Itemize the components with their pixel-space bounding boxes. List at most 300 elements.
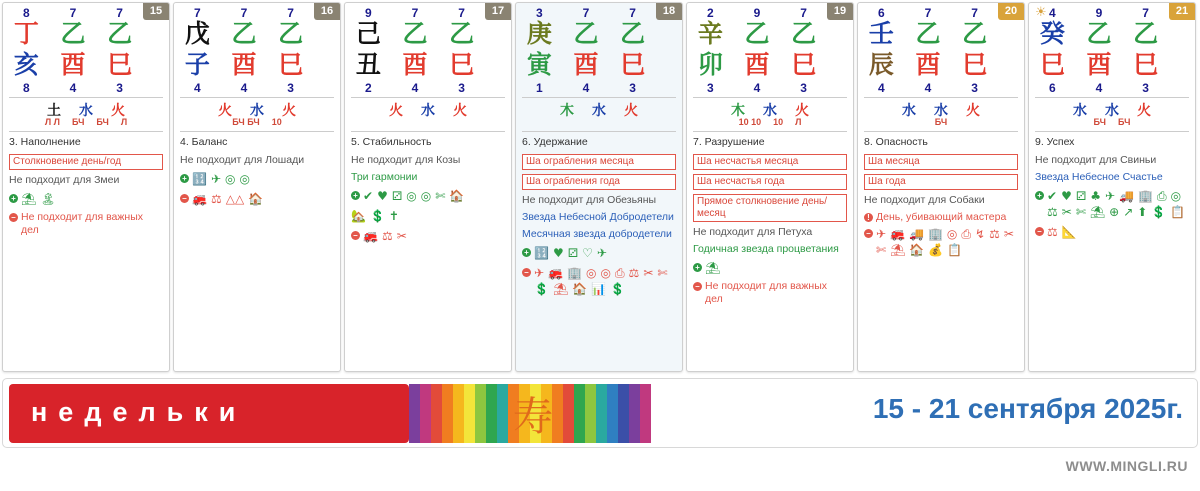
money-icon: 💲 <box>610 282 626 296</box>
divider <box>693 97 847 98</box>
heart-outline-icon: ♡ <box>582 246 593 260</box>
divider <box>351 97 505 98</box>
minus-icon: – <box>180 194 189 203</box>
element-subnotes <box>858 117 1024 127</box>
element-glyph: 火 <box>453 103 467 119</box>
hanzi-glyph: 乙 <box>791 19 817 48</box>
star-note: Годичная звезда процветания <box>693 243 839 255</box>
hanzi-glyph: 癸 <box>1039 19 1065 48</box>
scales-icon: ⚖ <box>210 192 222 206</box>
building-icon: 🏢 <box>567 266 582 280</box>
bad-activities <box>1035 224 1189 244</box>
hanzi-glyph: 乙 <box>60 19 86 48</box>
star-note: Звезда Небесной Добродетели <box>522 211 674 223</box>
hanzi-glyph: 乙 <box>573 19 599 48</box>
warning-box: Ша ограбления месяца <box>522 154 676 170</box>
divider <box>864 131 1018 132</box>
element-glyph: 水 <box>79 103 93 119</box>
card-body <box>9 136 163 367</box>
bad-activities <box>351 228 505 248</box>
zodiac-note: Не подходит для Собаки <box>864 194 985 206</box>
good-activities <box>522 245 676 265</box>
hanzi-glyph: 乙 <box>402 19 428 48</box>
triangles-icon: △△ <box>225 192 245 206</box>
bottom-number: 3 <box>287 81 294 95</box>
element-subnote: БЧ <box>71 117 85 127</box>
hanzi-row-stems <box>516 19 656 49</box>
bottom-number: 3 <box>706 81 714 95</box>
day-number: 17 <box>485 3 511 20</box>
hanzi-glyph: 乙 <box>278 19 304 48</box>
hanzi-row-branches <box>687 50 827 80</box>
bottom-number: 3 <box>116 81 123 95</box>
element-glyph: 火 <box>389 103 403 119</box>
good-icon-list <box>192 173 250 186</box>
hanzi-glyph: 辰 <box>868 50 894 79</box>
top-number: 7 <box>458 6 465 20</box>
top-number: 3 <box>535 6 543 20</box>
day-number: 18 <box>656 3 682 20</box>
truck-icon: 🚒 <box>363 229 378 243</box>
day-number: 15 <box>143 3 169 20</box>
hanzi-glyph: 巳 <box>1133 50 1159 79</box>
zodiac-note: Не подходит для Козы <box>351 154 461 166</box>
top-numbers <box>174 6 314 20</box>
card-body <box>1035 136 1189 367</box>
element-glyph: 火 <box>111 103 125 119</box>
zodiac-note: Не подходит для Свиньи <box>1035 154 1157 166</box>
good-activities <box>9 191 163 211</box>
rings-icon: ◎ <box>600 266 611 280</box>
bottom-number: 4 <box>240 81 248 95</box>
house-icon: 🏠 <box>909 243 925 257</box>
divider <box>864 97 1018 98</box>
element-glyph: 火 <box>966 103 980 119</box>
minus-icon: – <box>1035 227 1044 236</box>
shears-icon: ✄ <box>1075 205 1086 219</box>
hanzi-row-branches <box>516 50 656 80</box>
hanzi-row-branches <box>3 50 143 80</box>
hanzi-glyph: 巳 <box>1039 50 1065 79</box>
brand-title: недельки <box>31 397 247 427</box>
longevity-emblem-icon: 寿 <box>513 394 553 440</box>
plus-icon: + <box>351 191 360 200</box>
bottom-number: 4 <box>193 81 201 95</box>
minus-icon: – <box>864 229 873 238</box>
bottom-number: 1 <box>535 81 543 95</box>
rings-icon: ◎ <box>406 189 417 203</box>
hanzi-glyph: 乙 <box>449 19 475 48</box>
good-icon-list <box>1047 190 1189 219</box>
divider <box>180 131 334 132</box>
dice-icon: ⚂ <box>1075 189 1087 203</box>
hanzi-glyph: 卯 <box>697 50 723 79</box>
element-glyph: 水 <box>902 103 916 119</box>
top-number: 7 <box>287 6 294 20</box>
element-subnote: БЧ <box>1118 117 1131 127</box>
day-number: 19 <box>827 3 853 20</box>
top-number: 7 <box>924 6 932 20</box>
warning-box: Ша несчастья месяца <box>693 154 847 170</box>
hanzi-glyph: 乙 <box>1133 19 1159 48</box>
hanzi-glyph: 子 <box>184 50 210 79</box>
day-card[interactable] <box>2 2 170 372</box>
good-icon-list <box>363 190 464 203</box>
truck-icon: 🚒 <box>890 227 906 241</box>
element-subnote: Л <box>120 117 128 127</box>
bottom-number: 2 <box>364 81 372 95</box>
top-number: 9 <box>364 6 372 20</box>
plus-icon: + <box>522 248 531 257</box>
check-icon: ✔ <box>363 189 374 203</box>
hanzi-glyph: 巳 <box>449 50 475 79</box>
sun-icon: ☀ <box>1035 4 1047 19</box>
hanzi-row-stems <box>174 19 314 49</box>
money-icon: 💲 <box>369 209 385 223</box>
card-title: 5. Стабильность <box>351 136 432 148</box>
rings-icon: ◎ <box>420 189 432 203</box>
hanzi-glyph: 酉 <box>402 50 428 79</box>
bad-icon-list <box>1047 226 1077 239</box>
warning-box: Ша ограбления года <box>522 174 676 190</box>
top-numbers <box>516 6 656 20</box>
top-number: 7 <box>971 6 978 20</box>
footer-banner <box>2 378 1198 448</box>
divider <box>522 97 676 98</box>
divider <box>1035 131 1189 132</box>
element-glyph: 水 <box>763 103 777 119</box>
van-icon: 🚚 <box>909 227 924 241</box>
zodiac-note: Не подходит для Петуха <box>693 226 813 238</box>
element-subnote: Л <box>795 117 802 127</box>
hanzi-glyph: 巳 <box>962 50 988 79</box>
rings-icon: ◎ <box>225 172 236 186</box>
ruler-icon: 📐 <box>1061 225 1077 239</box>
element-subnote: Л Л <box>44 117 60 127</box>
top-number: 6 <box>877 6 885 20</box>
scales-icon: ⚖ <box>628 266 640 280</box>
plane-icon: ✈ <box>210 172 222 186</box>
element-glyph: 水 <box>1105 103 1119 119</box>
hanzi-glyph: 乙 <box>231 19 257 48</box>
hanzi-row-stems <box>687 19 827 49</box>
hanzi-glyph: 乙 <box>962 19 988 48</box>
arrow-icon: ↯ <box>975 227 986 241</box>
bottom-numbers <box>3 81 143 95</box>
plane-icon: ✈ <box>534 266 545 280</box>
hanzi-glyph: 壬 <box>868 19 894 48</box>
top-number: 4 <box>1048 6 1056 20</box>
star-note: Три гармонии <box>351 171 418 183</box>
bad-icon-list <box>876 228 1018 257</box>
element-row <box>516 100 682 120</box>
top-number: 7 <box>193 6 201 20</box>
good-activities <box>693 260 847 280</box>
hanzi-row-stems <box>3 19 143 49</box>
element-glyph: 木 <box>731 103 745 119</box>
bad-icon-list <box>534 267 676 296</box>
hanzi-glyph: 乙 <box>107 19 133 48</box>
umbrella-icon: ⛱ <box>890 243 906 257</box>
scales-icon: ⚖ <box>381 229 393 243</box>
arrow-up-icon: ⬆ <box>1137 205 1148 219</box>
bad-activities <box>864 226 1018 262</box>
card-title: 8. Опасность <box>864 136 928 148</box>
element-glyph: 水 <box>934 103 948 119</box>
good-icon-list <box>534 247 607 260</box>
zodiac-note: Не подходит для Лошади <box>180 154 305 166</box>
bottom-number: 3 <box>458 81 465 95</box>
heart-icon: ♥ <box>377 189 388 203</box>
rings-icon: ◎ <box>239 172 250 186</box>
hanzi-glyph: 己 <box>355 19 381 48</box>
hanzi-row-stems <box>858 19 998 49</box>
day-card[interactable] <box>515 2 683 372</box>
card-title: 6. Удержание <box>522 136 588 148</box>
top-number: 7 <box>582 6 590 20</box>
plus-icon: + <box>180 174 189 183</box>
element-subnote: 10 10 <box>738 117 762 127</box>
element-subnote: БЧ <box>96 117 109 127</box>
top-number: 9 <box>1095 6 1103 20</box>
rings-icon: ◎ <box>1170 189 1182 203</box>
top-numbers <box>687 6 827 20</box>
house-icon: 🏠 <box>248 192 264 206</box>
hanzi-glyph: 寅 <box>526 50 552 79</box>
hanzi-glyph: 巳 <box>107 50 133 79</box>
minus-icon: – <box>522 268 531 277</box>
divider <box>693 131 847 132</box>
plane-icon: ✈ <box>876 227 887 241</box>
target-icon: ⊕ <box>1109 205 1120 219</box>
good-activities <box>180 171 334 191</box>
good-activities <box>1035 188 1189 224</box>
island-icon: 🏝 <box>40 192 56 206</box>
hanzi-glyph: 丁 <box>13 19 39 48</box>
dice-icon: ⚂ <box>391 189 403 203</box>
top-number: 7 <box>800 6 807 20</box>
element-glyph: 水 <box>250 103 264 119</box>
truck-icon: 🚒 <box>192 192 207 206</box>
day-card[interactable] <box>857 2 1025 372</box>
day-card[interactable] <box>344 2 512 372</box>
day-card[interactable] <box>1028 2 1196 372</box>
website-label: WWW.MINGLI.RU <box>1065 458 1188 474</box>
card-body <box>351 136 505 367</box>
building-icon: 🏢 <box>927 227 943 241</box>
rings-icon: ◎ <box>585 266 597 280</box>
bottom-number: 4 <box>69 81 77 95</box>
element-subnotes <box>3 117 169 127</box>
scissors-icon: ✄ <box>435 189 446 203</box>
hanzi-glyph: 辛 <box>697 19 723 48</box>
bottom-number: 3 <box>800 81 807 95</box>
bottom-number: 3 <box>971 81 978 95</box>
top-number: 7 <box>240 6 248 20</box>
hanzi-row-branches <box>345 50 485 80</box>
element-subnotes <box>1029 117 1195 127</box>
element-glyph: 水 <box>592 103 606 119</box>
heart-icon: ♥ <box>1061 189 1072 203</box>
bad-activities <box>522 265 676 301</box>
bottom-numbers <box>1029 81 1169 95</box>
card-title: 7. Разрушение <box>693 136 765 148</box>
top-number: 2 <box>706 6 714 20</box>
arrow-up-right-icon: ↗ <box>1123 205 1134 219</box>
day-number: 21 <box>1169 3 1195 20</box>
minus-icon: – <box>9 213 18 222</box>
scissors-icon: ✂ <box>1003 227 1014 241</box>
divider <box>522 131 676 132</box>
week-cards <box>2 2 1198 374</box>
bottom-numbers <box>174 81 314 95</box>
money-icon: 💰 <box>928 243 944 257</box>
top-number: 7 <box>116 6 123 20</box>
truck-icon: 🚒 <box>548 266 564 280</box>
good-icon-list <box>705 262 720 275</box>
print-icon: ⎙ <box>1157 189 1167 203</box>
plane-icon: ✈ <box>596 246 607 260</box>
good-icon-list-2 <box>351 210 505 223</box>
good-activities <box>351 188 505 208</box>
document-icon: 🔢 <box>192 172 207 186</box>
bad-note <box>9 211 163 237</box>
card-title: 9. Успех <box>1035 136 1075 148</box>
element-glyph: 水 <box>1073 103 1087 119</box>
rings-icon: ◎ <box>946 227 958 241</box>
print-icon: ⎙ <box>614 266 625 280</box>
bottom-number: 3 <box>629 81 636 95</box>
hanzi-glyph: 乙 <box>915 19 941 48</box>
hanzi-glyph: 庚 <box>526 19 552 48</box>
top-number: 8 <box>22 6 30 20</box>
shears-icon: ✄ <box>657 266 668 280</box>
bad-note-text: Не подходит для важных дел <box>21 211 143 236</box>
bad-note-text: Не подходит для важных дел <box>705 280 827 305</box>
home-icon: 🏡 <box>351 209 366 223</box>
good-icon-list <box>21 193 55 206</box>
print-icon: ⎙ <box>961 227 972 241</box>
heart-icon: ♥ <box>552 246 564 260</box>
bad-icon-list <box>192 193 263 206</box>
hanzi-glyph: 酉 <box>1086 50 1112 79</box>
top-numbers <box>1029 6 1169 20</box>
umbrella-icon: ⛱ <box>552 282 569 296</box>
element-subnote: 10 <box>773 117 784 127</box>
hanzi-row-branches <box>174 50 314 80</box>
document-icon: 📋 <box>947 243 963 257</box>
bottom-number: 6 <box>1048 81 1056 95</box>
element-glyph: 火 <box>218 103 232 119</box>
dice-icon: ⚂ <box>567 246 579 260</box>
card-body <box>522 136 676 367</box>
cross-icon: ✝ <box>388 209 399 223</box>
document-icon: 🔢 <box>534 246 549 260</box>
plus-icon: + <box>9 194 18 203</box>
hanzi-glyph: 乙 <box>620 19 646 48</box>
bad-icon-list <box>363 230 407 243</box>
warning-box: Столкновение день/год <box>9 154 163 170</box>
element-subnote: 10 <box>271 117 282 127</box>
scissors-icon: ✂ <box>396 229 407 243</box>
card-body <box>180 136 334 367</box>
minus-icon: – <box>351 231 360 240</box>
hanzi-glyph: 巳 <box>620 50 646 79</box>
bottom-numbers <box>345 81 485 95</box>
hanzi-glyph: 乙 <box>1086 19 1112 48</box>
check-icon: ✔ <box>1047 189 1058 203</box>
umbrella-icon: ⛱ <box>705 261 721 275</box>
element-glyph: 火 <box>795 103 809 119</box>
umbrella-icon: ⛱ <box>1089 205 1106 219</box>
element-subnote: БЧ БЧ <box>232 117 260 127</box>
scales-icon: ⚖ <box>1047 205 1058 219</box>
money-icon: 💲 <box>1151 205 1167 219</box>
bottom-number: 4 <box>411 81 419 95</box>
bottom-number: 4 <box>582 81 590 95</box>
bad-activities <box>180 191 334 211</box>
bottom-number: 3 <box>1142 81 1149 95</box>
week-range-label: 15 - 21 сентября 2025г. <box>872 393 1183 424</box>
plane-icon: ✈ <box>1105 189 1116 203</box>
card-body <box>693 136 847 367</box>
shears-icon: ✄ <box>876 243 887 257</box>
hanzi-glyph: 巳 <box>278 50 304 79</box>
scales-icon: ⚖ <box>1047 225 1058 239</box>
hanzi-glyph: 酉 <box>231 50 257 79</box>
element-glyph: 火 <box>282 103 296 119</box>
skull-icon: ! <box>864 213 873 222</box>
day-number: 16 <box>314 3 340 20</box>
hanzi-glyph: 戊 <box>184 19 210 48</box>
zodiac-note: Не подходит для Змеи <box>9 174 120 186</box>
element-row <box>345 100 511 120</box>
day-card[interactable] <box>173 2 341 372</box>
divider <box>180 97 334 98</box>
bottom-number: 8 <box>22 81 30 95</box>
star-note: Звезда Небесное Счастье <box>1035 171 1163 183</box>
card-title: 3. Наполнение <box>9 136 81 148</box>
divider <box>351 131 505 132</box>
card-body <box>864 136 1018 367</box>
hanzi-glyph: 酉 <box>60 50 86 79</box>
hanzi-glyph: 酉 <box>573 50 599 79</box>
hanzi-glyph: 乙 <box>744 19 770 48</box>
bottom-number: 4 <box>877 81 885 95</box>
top-number: 9 <box>753 6 761 20</box>
minus-icon: – <box>693 282 702 291</box>
warning-box: Ша месяца <box>864 154 1018 170</box>
zodiac-note: Не подходит для Обезьяны <box>522 194 657 206</box>
scales-icon: ⚖ <box>989 227 1000 241</box>
element-subnotes <box>174 117 340 127</box>
hanzi-row-branches <box>1029 50 1169 80</box>
top-number: 7 <box>629 6 636 20</box>
bottom-numbers <box>687 81 827 95</box>
top-numbers <box>858 6 998 20</box>
hanzi-glyph: 酉 <box>744 50 770 79</box>
scissors-icon: ✂ <box>1061 205 1072 219</box>
hanzi-row-stems <box>1029 19 1169 49</box>
hanzi-glyph: 巳 <box>791 50 817 79</box>
bottom-number: 4 <box>1095 81 1103 95</box>
hanzi-row-branches <box>858 50 998 80</box>
day-card[interactable] <box>686 2 854 372</box>
chart-icon: 📊 <box>591 282 607 296</box>
top-number: 7 <box>1142 6 1149 20</box>
money-icon: 💲 <box>534 282 549 296</box>
element-glyph: 土 <box>47 103 61 119</box>
